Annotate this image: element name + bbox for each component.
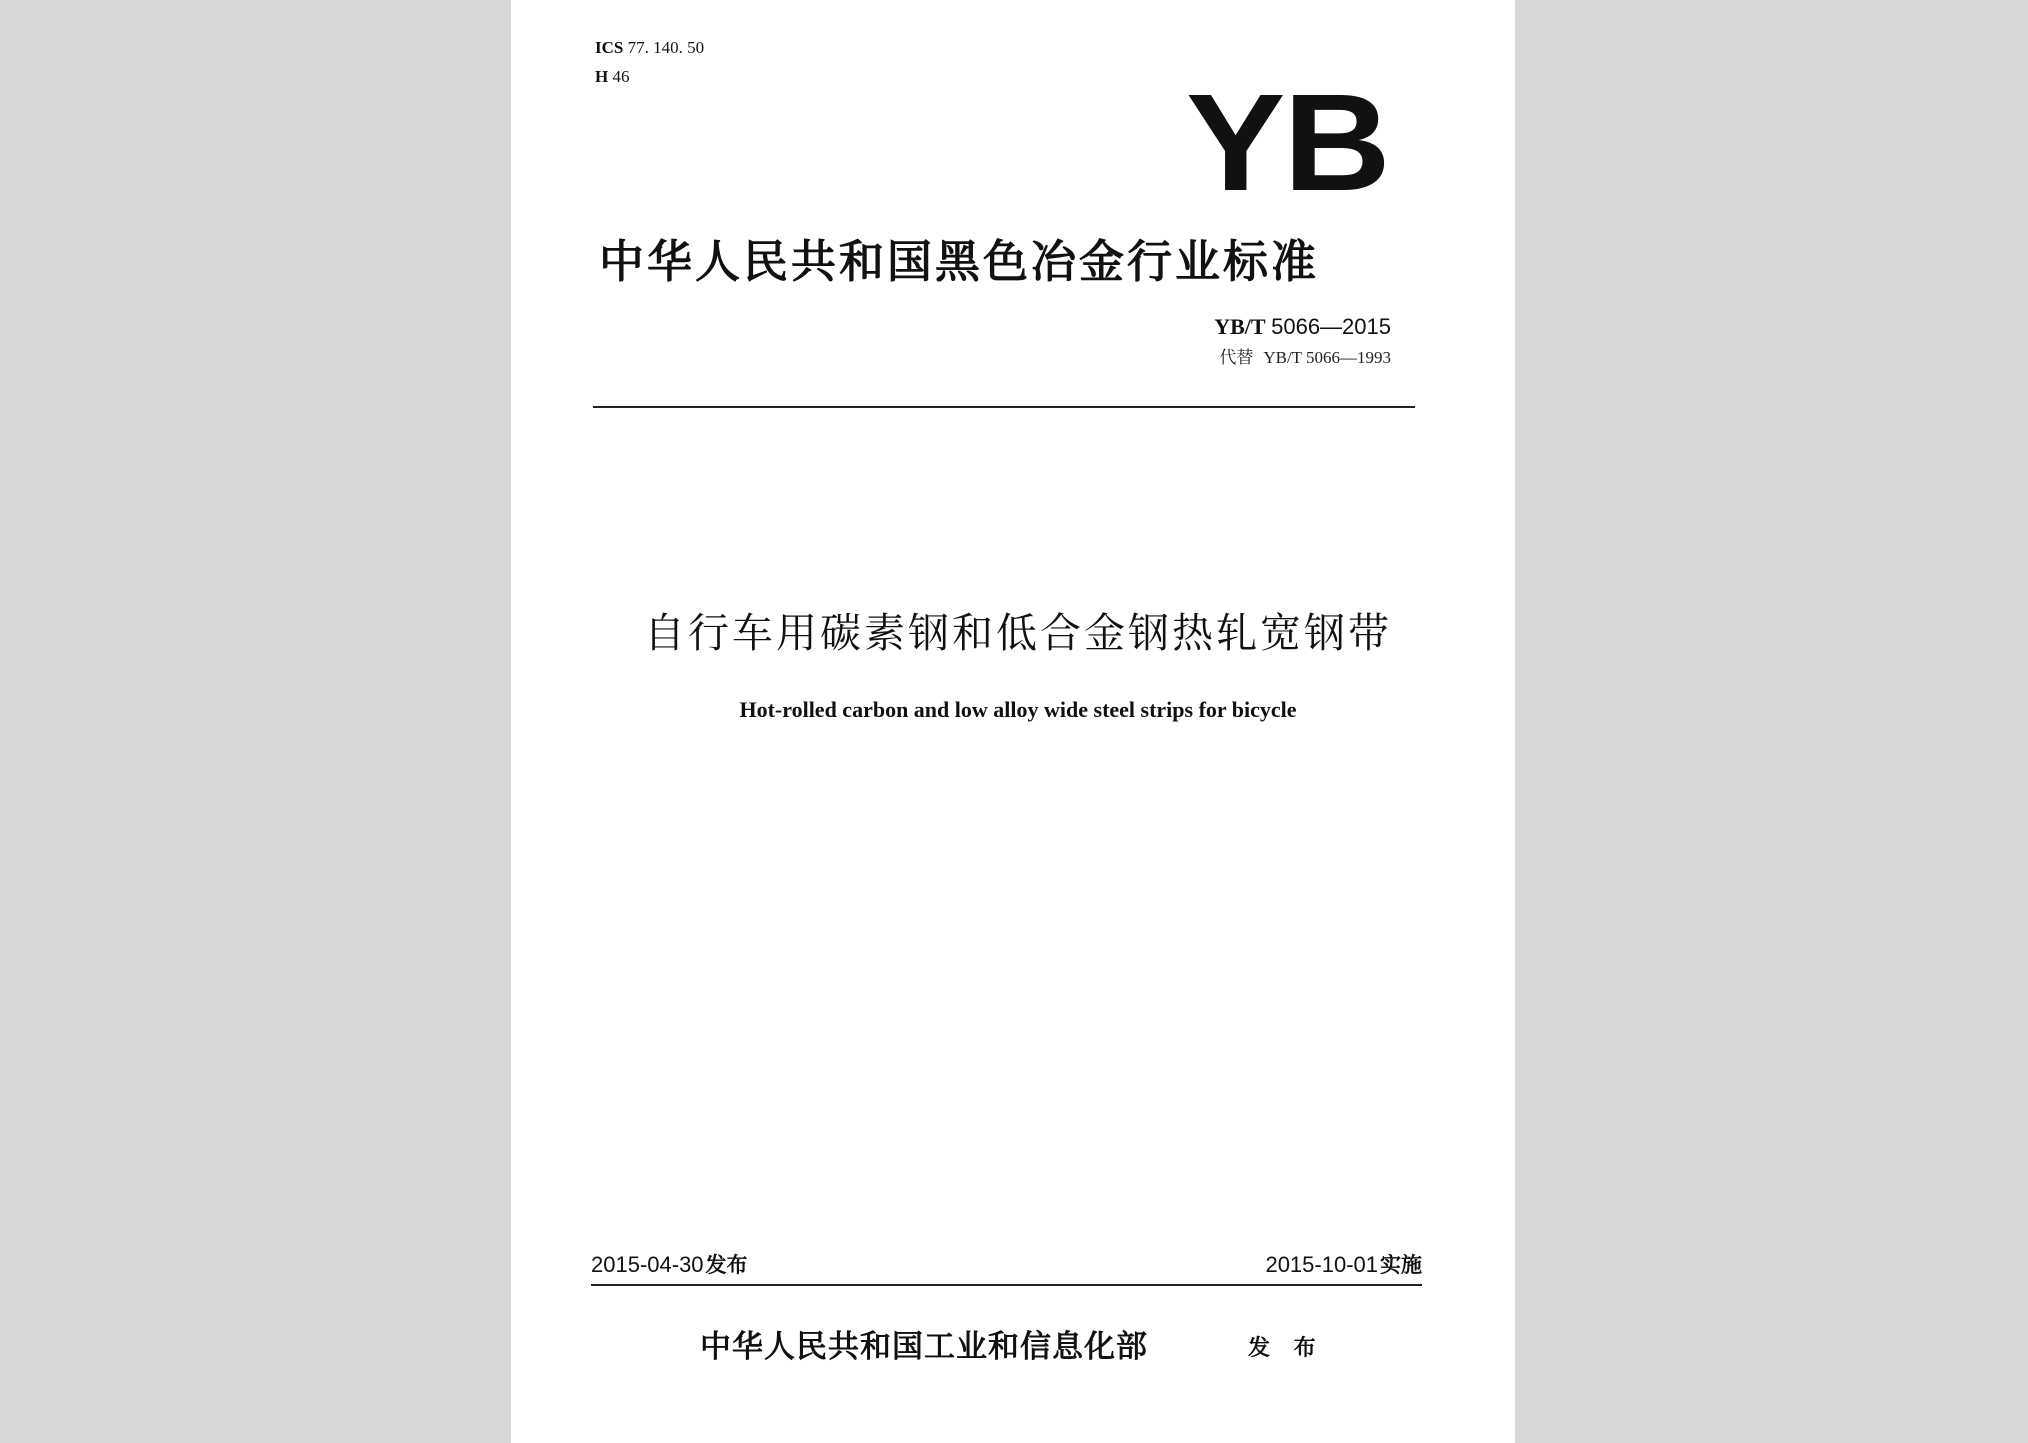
document-page <box>511 0 1515 1443</box>
replaces-code: YB/T 5066—1993 <box>1263 348 1391 367</box>
yb-logo: YB <box>1186 66 1389 220</box>
standard-code-number: 5066—2015 <box>1271 314 1391 339</box>
ics-code <box>595 38 704 58</box>
replaces-note <box>1219 347 1391 369</box>
issuer-verb: 发 布 <box>1248 1336 1324 1361</box>
standard-category-title: 中华人民共和国黑色冶金行业标准 <box>599 235 1320 288</box>
issuer-name: 中华人民共和国工业和信息化部 <box>700 1329 1148 1365</box>
document-title-en: Hot-rolled carbon and low alloy wide steel strips for bicycle <box>739 697 1297 722</box>
ics-prefix: ICS <box>595 38 624 57</box>
implementation-date <box>1265 1251 1422 1279</box>
document-title-cn: 自行车用碳素钢和低合金钢热轧宽钢带 <box>644 609 1392 657</box>
ics-number: 77. 140. 50 <box>627 38 705 57</box>
replaces-label: 代替 <box>1219 348 1254 368</box>
classification-number: 46 <box>612 67 630 86</box>
issue-date-value: 2015-04-30 <box>591 1252 704 1277</box>
header-divider <box>593 406 1415 408</box>
standard-code-prefix: YB/T <box>1214 314 1266 339</box>
implementation-verb: 实施 <box>1380 1253 1422 1277</box>
standard-code <box>1214 314 1391 340</box>
issue-date <box>591 1251 748 1279</box>
classification-prefix: H <box>595 67 609 86</box>
issue-verb: 发布 <box>705 1253 748 1277</box>
footer-divider <box>591 1284 1422 1286</box>
implementation-date-value: 2015-10-01 <box>1265 1252 1378 1277</box>
classification-code <box>595 67 629 87</box>
